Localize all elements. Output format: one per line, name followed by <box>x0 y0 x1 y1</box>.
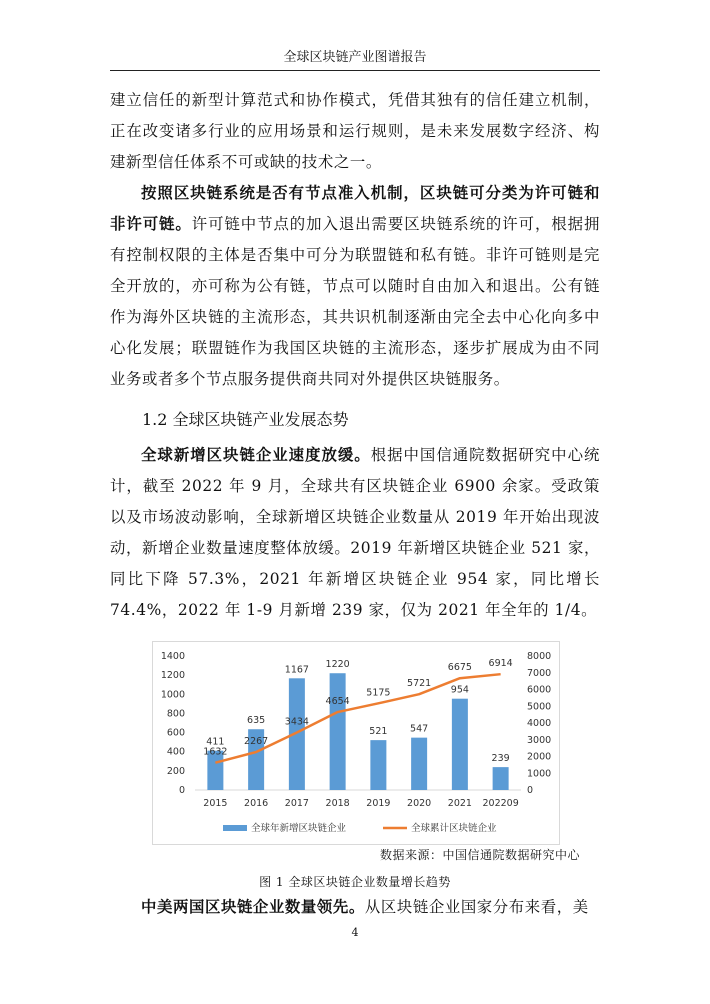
paragraph-intro-end <box>110 85 600 178</box>
line-data-label: 3434 <box>284 716 309 728</box>
paragraph-lead: 中美两国区块链企业数量领先。 <box>141 898 365 916</box>
bar-data-label: 1167 <box>284 664 309 676</box>
line-data-label: 5175 <box>366 687 391 699</box>
paragraph-permission-chains <box>110 178 600 395</box>
y-right-tick-label: 8000 <box>527 651 552 662</box>
y-left-tick-label: 200 <box>166 765 185 777</box>
line-data-label: 4654 <box>325 696 350 708</box>
y-left-tick-label: 400 <box>166 746 185 758</box>
bar-data-label: 239 <box>491 753 510 765</box>
chart-figure <box>152 641 560 845</box>
x-tick-label: 2021 <box>447 798 472 809</box>
paragraph-growth <box>110 440 600 626</box>
bar-line-chart <box>153 642 559 844</box>
paragraph-lead: 按照区块链系统是否有节点准入机制，区块链可分类为许可链和非许可链。 <box>110 184 600 233</box>
page-number: 4 <box>351 926 359 939</box>
y-left-tick-label: 1000 <box>160 689 185 701</box>
y-left-tick-label: 800 <box>166 708 185 720</box>
bar-data-label: 635 <box>247 715 266 727</box>
line-data-label: 6914 <box>488 658 513 670</box>
header-rule <box>110 70 600 71</box>
y-right-tick-label: 6000 <box>527 684 552 696</box>
line-data-label: 2267 <box>244 736 269 748</box>
y-right-tick-label: 7000 <box>527 667 552 679</box>
y-right-tick-label: 2000 <box>527 751 552 763</box>
y-right-tick-label: 1000 <box>527 768 552 780</box>
legend-label: 全球年新增区块链企业 <box>251 823 347 834</box>
legend-swatch-bar <box>223 825 247 831</box>
x-tick-label: 2017 <box>284 798 309 809</box>
legend-label: 全球累计区块链企业 <box>411 823 497 834</box>
paragraph-text: 许可链中节点的加入退出需要区块链系统的许可，根据拥有控制权限的主体是否集中可分为联盟链和私有链。非许可链则是完全开放的，亦可称为公有链，节点可以随时自由加入和退出。公有链作为海外区块链的主流形态，其共识机制逐渐由完全去中心化向多中心化发展；联盟链作为我国区块链的主流形态，逐步扩展成为由不同业务或者多个节点服务提供商共同对外提供区块链服务。 <box>110 215 600 388</box>
paragraph-us-china <box>110 892 600 923</box>
bar-data-label: 521 <box>369 726 388 738</box>
y-right-tick-label: 5000 <box>527 701 552 713</box>
paragraph-text: 建立信任的新型计算范式和协作模式，凭借其独有的信任建立机制，正在改变诸多行业的应用场景和运行规则，是未来发展数字经济、构建新型信任体系不可或缺的技术之一。 <box>110 91 600 171</box>
figure-caption: 图 1 全球区块链企业数量增长趋势 <box>259 875 451 889</box>
bar <box>452 699 468 790</box>
y-left-tick-label: 0 <box>178 785 185 796</box>
data-source-note: 数据来源：中国信通院数据研究中心 <box>380 848 581 862</box>
bar <box>493 767 509 790</box>
bar <box>411 738 427 790</box>
line-data-label: 1632 <box>203 746 228 758</box>
x-tick-label: 2020 <box>407 798 432 809</box>
y-right-tick-label: 0 <box>527 785 534 796</box>
line-data-label: 5721 <box>407 678 432 690</box>
paragraph-text: 从区块链企业国家分布来看，美 <box>364 898 589 916</box>
y-left-tick-label: 1200 <box>160 670 185 682</box>
x-tick-label: 2018 <box>325 798 350 809</box>
bar-data-label: 1220 <box>325 659 350 671</box>
x-tick-label: 2015 <box>203 798 228 809</box>
bar <box>330 673 346 790</box>
bar-data-label: 954 <box>450 684 469 696</box>
bar-data-label: 411 <box>206 736 225 748</box>
x-tick-label: 202209 <box>482 798 519 809</box>
y-left-tick-label: 1400 <box>160 651 185 662</box>
y-right-tick-label: 4000 <box>527 718 552 729</box>
bar-data-label: 547 <box>410 723 429 735</box>
x-tick-label: 2019 <box>366 798 391 809</box>
section-heading: 1.2 全球区块链产业发展态势 <box>142 410 349 429</box>
line-data-label: 6675 <box>447 662 472 674</box>
y-right-tick-label: 3000 <box>527 734 552 746</box>
running-header: 全球区块链产业图谱报告 <box>283 50 427 65</box>
x-tick-label: 2016 <box>244 798 269 809</box>
y-left-tick-label: 600 <box>166 727 185 739</box>
paragraph-text: 根据中国信通院数据研究中心统计，截至 2022 年 9 月，全球共有区块链企业 6900 余家。受政策以及市场波动影响，全球新增区块链企业数量从 2019 年开始出现波动，新增企业数量速度整体放缓。2019 年新增区块链企业 521 家，同比下降 57.3%，2021 年新增区块链企业 954 家，同比增长 74.4%，2022 年 1-9 月新增 239 家，仅为 2021 年全年的 1/4。 <box>110 446 600 619</box>
bar <box>370 740 386 790</box>
paragraph-lead: 全球新增区块链企业速度放缓。 <box>141 446 371 464</box>
